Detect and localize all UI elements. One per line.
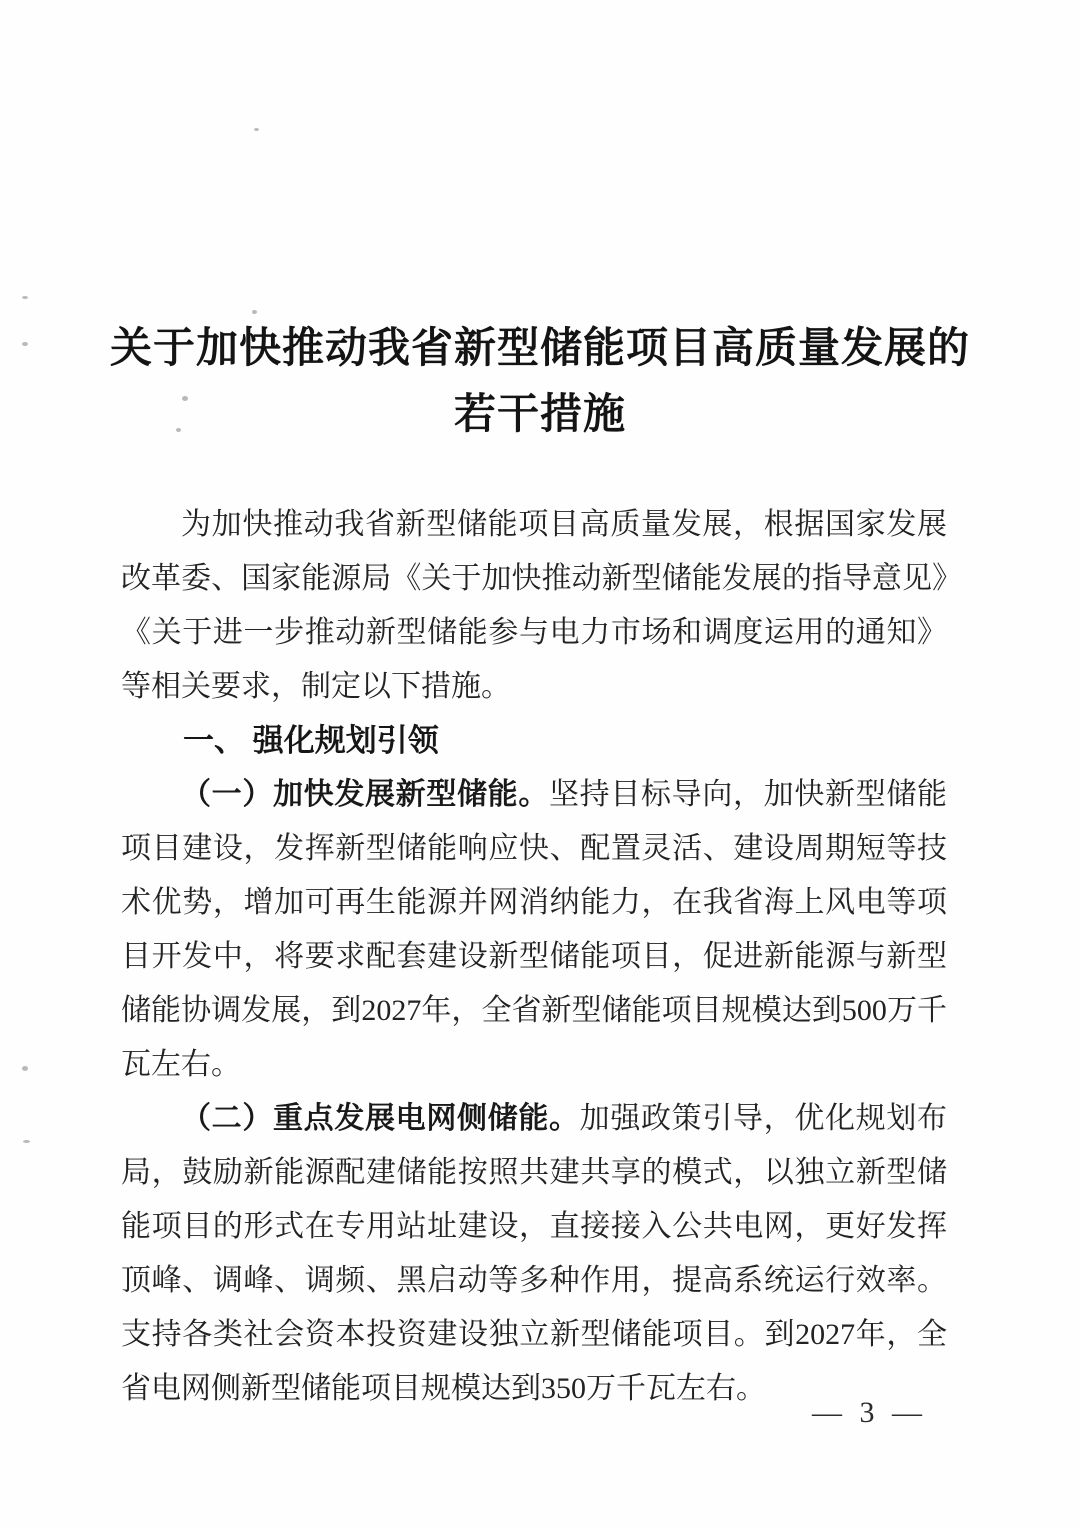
- scan-speck: [254, 128, 259, 131]
- measure-item-2-lead: （二）重点发展电网侧储能。: [181, 1102, 580, 1135]
- scan-speck: [182, 396, 188, 401]
- section-heading: 一、 强化规划引领: [183, 723, 439, 758]
- measure-item-1: [121, 768, 947, 1092]
- page-number: — 3 —: [812, 1396, 922, 1429]
- document-title-line1: 关于加快推动我省新型储能项目高质量发展的: [109, 326, 970, 372]
- measure-item-2-text: 加强政策引导，优化规划布局，鼓励新能源配建储能按照共建共享的模式，以独立新型储能项目的形式在专用站址建设，直接接入公共电网，更好发挥顶峰、调峰、调频、黑启动等多种作用，提高系统运行效率。支持各类社会资本投资建设独立新型储能项目。到2027年，全省电网侧新型储能项目规模达到350万千瓦左右。: [121, 1102, 948, 1405]
- measure-item-1-lead: （一）加快发展新型储能。: [181, 778, 549, 811]
- scan-speck: [23, 1140, 30, 1143]
- document-title: [0, 0, 1080, 448]
- scan-speck: [176, 428, 181, 432]
- measure-item-2: [121, 1092, 947, 1416]
- document-body: [121, 498, 947, 1416]
- scan-speck: [252, 310, 257, 314]
- intro-paragraph: 为加快推动我省新型储能项目高质量发展，根据国家发展改革委、国家能源局《关于加快推动新型储能发展的指导意见》《关于进一步推动新型储能参与电力市场和调度运用的通知》等相关要求，制定以下措施。: [121, 508, 947, 703]
- scan-speck: [22, 342, 28, 346]
- scan-speck: [22, 1066, 28, 1071]
- document-title-line2: 若干措施: [453, 392, 626, 438]
- measure-item-1-text: 坚持目标导向，加快新型储能项目建设，发挥新型储能响应快、配置灵活、建设周期短等技术优势，增加可再生能源并网消纳能力，在我省海上风电等项目开发中，将要求配套建设新型储能项目，促进新能源与新型储能协调发展，到2027年，全省新型储能项目规模达到500万千瓦左右。: [121, 778, 947, 1081]
- scan-speck: [22, 296, 28, 299]
